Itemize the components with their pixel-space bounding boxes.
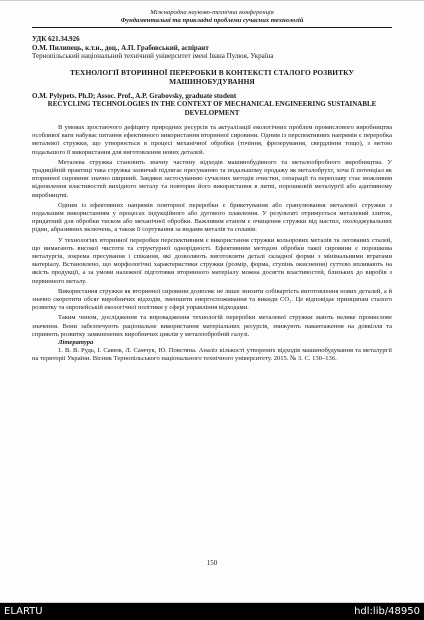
paragraph: У технологіях вторинної переробки перспективним є використання стружки кольорових металів та легованих сталей, що вимагають високої чистоти та структурної однорідності. Ефективним методом обробки такої сировини є порошкова металургія, зокрема пресування і спікання, які дозволяють виготовляти деталі складної форми з мінімальними втратами матеріалу. Встановлено, що морфологічні характеристики стружки (розмір, форма, ступінь окиснення) суттєво впливають на якість продукції, а за умови належної підготовки вторинного матеріалу можна досягти властивостей, близьких до виробів з первинного металу. (32, 236, 392, 285)
header-divider (32, 27, 392, 28)
repository-footer (0, 603, 424, 620)
series-header: Фундаментальні та прикладні проблеми сучасних технологій (120, 17, 304, 24)
authors-en: O.M. Pylypets. Ph.D; Assoc. Prof., A.P. Grabovsky, graduate student (32, 91, 237, 100)
paragraph: Таким чином, дослідження та впровадження технологій переробки металевої стружки мають велике промислове значення. Вони забезпечують раціональне використання матеріальних ресурсів, знижують навантаження на довкілля та сприяють розвитку замкненених виробничих циклів у металообробній галузі. (32, 314, 392, 338)
repository-name: ELARTU (4, 606, 43, 617)
paragraph: В умовах зростаючого дефіциту природних ресурсів та актуалізації екологічних проблем промислового виробництва особливої ваги набуває питання ефективного використання вторинної сировини. Одним із перспективних напрямів є переробка металевої стружки, що утворюється в процесі механічної обробки (точіння, фрезерування, свердління тощо), з метою подальшого її використання для виготовлення нових деталей. (32, 124, 392, 156)
title-en: RECYCLING TECHNOLOGIES IN THE CONTEXT OF MECHANICAL ENGINEERING SUSTAINABLE DEVELOPMENT (47, 100, 377, 117)
affiliation: Тернопільський національний технічний університет імені Івана Пулюя, Україна (32, 52, 274, 60)
conference-header: Міжнародна науково-технічна конференція (150, 9, 274, 16)
article-body (32, 124, 392, 364)
authors-uk: О.М. Пилипець, к.т.н., доц., А.П. Грабовський, аспірант (32, 43, 209, 52)
literature-item: 1. В. В. Рудь, І. Савюк, Л. Самчук, Ю. Повстяна. Аналіз кількості утворених відходів машинобудування та металургії на території України. Вісник Тернопільського національного технічного університету. 2015. № 3. С. 130–136. (32, 347, 392, 363)
paragraph: Металева стружка становить значну частину відходів машинобудівного та металообробного виробництва. У традиційній практиці така стружка зазвичай підлягає пресуванню та подальшому продажу як металобрухт, хоча її потенціал як вторинної сировини значно ширший. Завдяки застосуванню сучасних методів очистки, сепарації та переплаву стає можливим відновлення властивостей вихідного металу та повторне його використання в литві, порошковій металургії або адитивному виробництві. (32, 158, 392, 199)
paragraph: Одним із ефективних напрямів повторної переробки є брикетування або гранулювання металевої стружки з подальшим використанням у процесах індукційного або дугового плавлення. У результаті отримується металевий злиток, придатний для обробки тиском або механічної обробки. Важливим етапом є очищення стружки від мастил, охолоджувальних рідин, абразивних включень, а також її сортування за видами металів та сплавів. (32, 201, 392, 234)
title-uk: ТЕХНОЛОГІЇ ВТОРИННОЇ ПЕРЕРОБКИ В КОНТЕКСТІ СТАЛОГО РОЗВИТКУ МАШИНОБУДУВАННЯ (69, 67, 355, 86)
udc-code: УДК 621.34.926 (32, 35, 80, 43)
literature-heading: Література (58, 339, 94, 347)
page-number: 150 (206, 559, 218, 567)
handle-id: hdl:lib/48950 (354, 606, 420, 617)
paragraph: Використання стружки як вторинної сировини дозволяє не лише знизити собівартість виготовлення нових деталей, а й значно скоротити обсяг виробничих відходів, зменшити енергоспоживання та викиди CO₂. Це відповідає принципам сталого розвитку та європейській екологічної політики у сфері управління відходами. (32, 287, 392, 312)
